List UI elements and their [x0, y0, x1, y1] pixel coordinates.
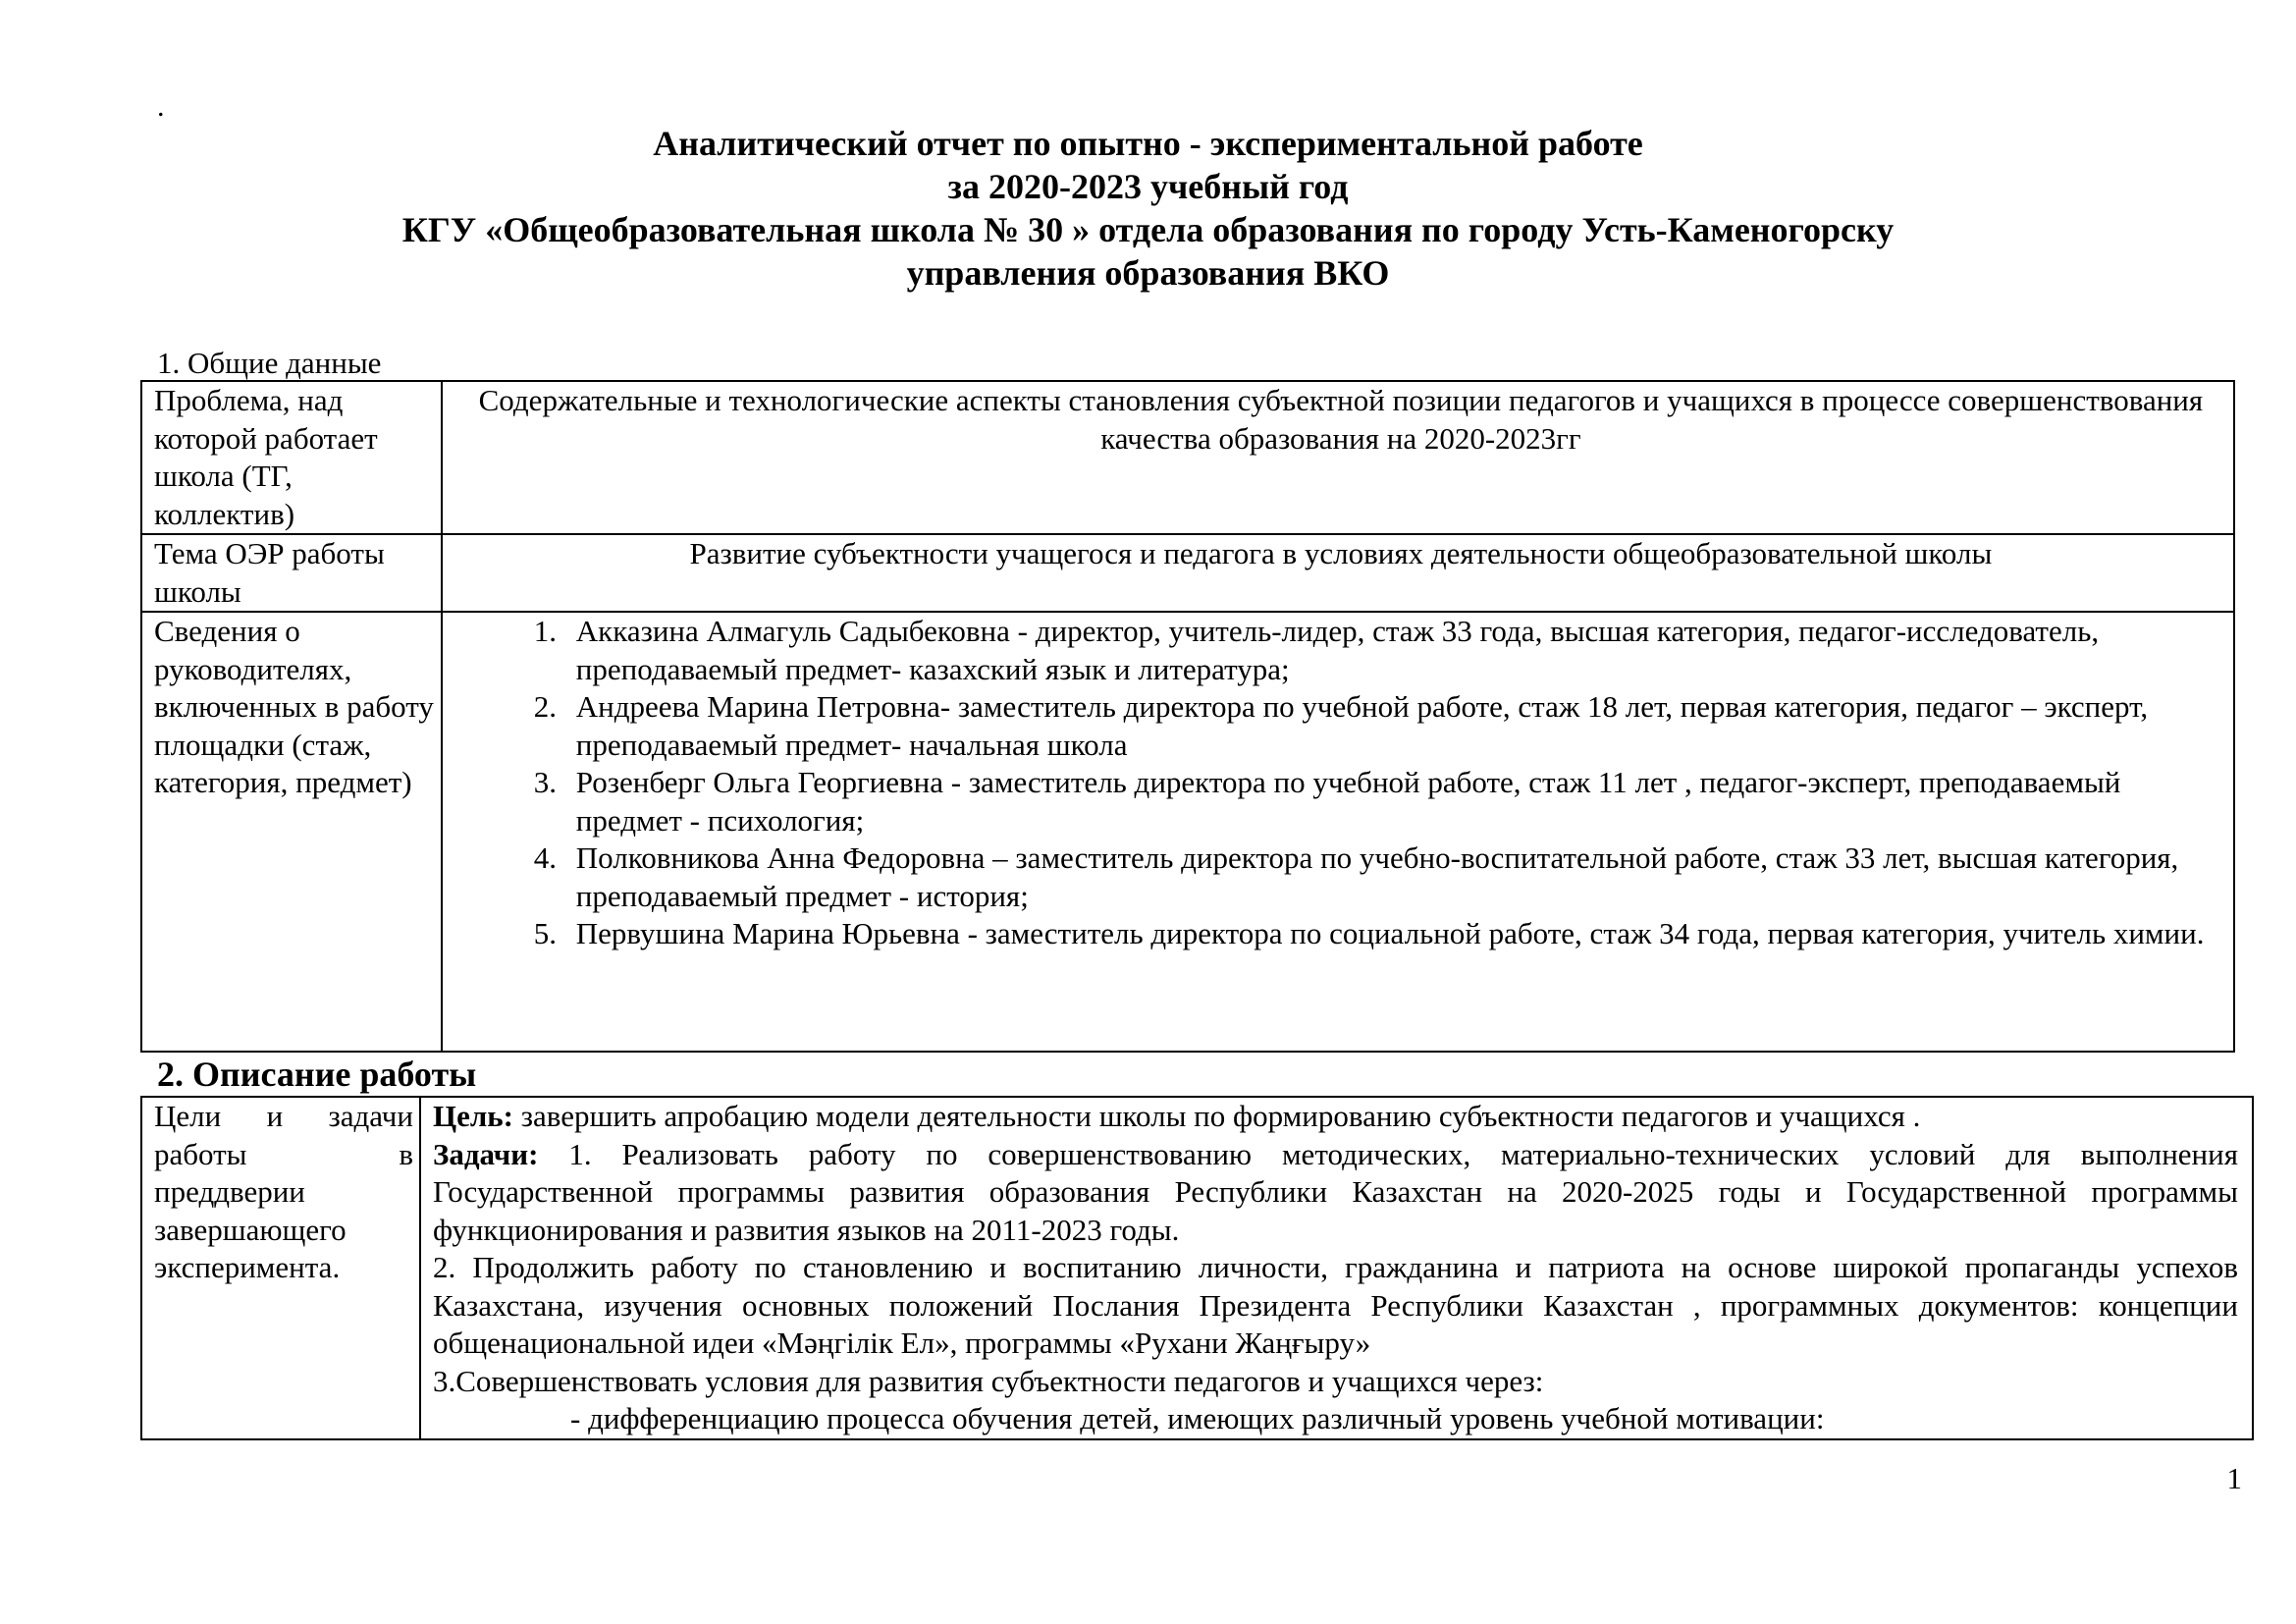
goals-content [420, 1097, 2253, 1439]
task-2-paragraph: 2. Продолжить работу по становлению и воспитанию личности, гражданина и патриота на основе широкой пропаганды успехов Казахстана, изучения основных положений Послания Президента Республики Казахстан , программных документов: концепции общенациональной идеи «Мәңгілік Ел», программы «Рухани Жаңғыру» [433, 1250, 2238, 1360]
document-title [0, 122, 2296, 295]
title-line-1: Аналитический отчет по опытно - экспериментальной работе [653, 124, 1643, 163]
table-row [141, 612, 2234, 1052]
stray-dot: . [157, 90, 165, 123]
section-1-heading: 1. Общие данные [157, 346, 382, 380]
goal-paragraph [433, 1098, 2238, 1136]
row-label-leaders: Сведения о руководителях, включенных в работу площадки (стаж, категория, предмет) [141, 612, 442, 1052]
leaders-list [454, 613, 2227, 953]
row-label-topic: Тема ОЭР работы школы [141, 534, 442, 612]
task-1-paragraph [433, 1136, 2238, 1250]
list-item: 1. Акказина Алмагуль Садыбековна - директор, учитель-лидер, стаж 33 года, высшая категория, педагог-исследователь, преподаваемый предмет- казахский язык и литература; [564, 613, 2227, 688]
table-row [141, 1097, 2253, 1439]
row-value-topic: Развитие субъектности учащегося и педагога в условиях деятельности общеобразовательной школы [442, 534, 2234, 612]
list-item: 3. Розенберг Ольга Георгиевна - заместитель директора по учебной работе, стаж 11 лет , педагог-эксперт, преподаваемый предмет - психология; [564, 764, 2227, 839]
goals-label: Цели и задачи работы в преддверии завершающего эксперимента. [141, 1097, 420, 1439]
task-3-item: - дифференциацию процесса обучения детей, имеющих различный уровень учебной мотивации: [570, 1401, 1825, 1435]
row-label-problem: Проблема, над которой работает школа (ТГ, коллектив) [141, 381, 442, 534]
list-item: 4. Полковникова Анна Федоровна – заместитель директора по учебно-воспитательной работе, стаж 33 лет, высшая категория, преподаваемый предмет - история; [564, 839, 2227, 915]
title-line-2: за 2020-2023 учебный год [947, 167, 1349, 206]
table-row [141, 381, 2234, 534]
tasks-label: Задачи: [433, 1136, 539, 1171]
goal-label: Цель: [433, 1099, 513, 1133]
task-3-paragraph: 3.Совершенствовать условия для развития субъектности педагогов и учащихся через: [433, 1363, 1544, 1398]
title-line-4: управления образования ВКО [906, 253, 1390, 293]
row-value-leaders [442, 612, 2234, 1052]
list-item: 5. Первушина Марина Юрьевна - заместитель директора по социальной работе, стаж 34 года, первая категория, учитель химии. [564, 915, 2227, 953]
row-value-problem: Содержательные и технологические аспекты становления субъектной позиции педагогов и учащихся в процессе совершенствования качества образования на 2020-2023гг [442, 381, 2234, 534]
task-1-text: 1. Реализовать работу по совершенствованию методических, материально-технических условий для выполнения Государственной программы развития образования Республики Казахстан на 2020-2025 годы и Государственной программы функционирования и развития языков на 2011-2023 годы. [433, 1136, 2238, 1247]
list-item: 2. Андреева Марина Петровна- заместитель директора по учебной работе, стаж 18 лет, первая категория, педагог – эксперт, преподаваемый предмет- начальная школа [564, 688, 2227, 764]
section-2-heading: 2. Описание работы [157, 1055, 477, 1094]
title-line-3: КГУ «Общеобразовательная школа № 30 » отдела образования по городу Усть-Каменогорску [401, 210, 1895, 249]
general-data-table [140, 380, 2235, 1053]
page-number: 1 [2226, 1461, 2242, 1495]
work-description-table [140, 1096, 2254, 1440]
table-row [141, 534, 2234, 612]
goal-text: завершить апробацию модели деятельности школы по формированию субъектности педагогов и учащихся . [512, 1099, 1921, 1133]
